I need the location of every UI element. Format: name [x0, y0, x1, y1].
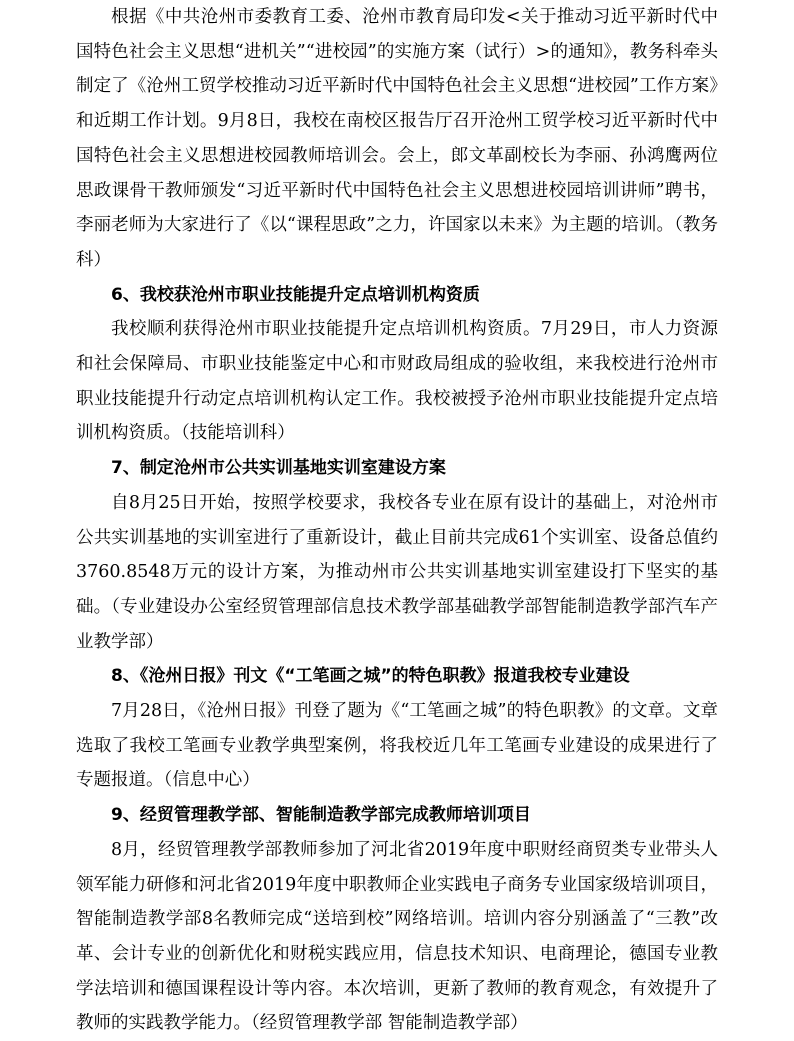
section-paragraph-7: 自8月25日开始，按照学校要求，我校各专业在原有设计的基础上，对沧州市公共实训基地的实训室进行了重新设计，截止目前共完成61个实训室、设备总值约3760.8548万元的设计方案，为推动州市公共实训基地实训室建设打下坚实的基础。（专业建设办公室经贸管理部信息技术教学部基础教学部智能制造教学部汽车产业教学部） [76, 492, 718, 652]
section-paragraph-9: 8月，经贸管理教学部教师参加了河北省2019年度中职财经商贸类专业带头人领军能力研修和河北省2019年度中职教师企业实践电子商务专业国家级培训项目，智能制造教学部8名教师完成“送培到校”网络培训。培训内容分别涵盖了“三教”改革、会计专业的创新优化和财税实践应用，信息技术知识、电商理论，德国专业教学法培训和德国课程设计等内容。本次培训，更新了教师的教育观念，有效提升了教师的实践教学能力。（经贸管理教学部 智能制造教学部） [76, 839, 718, 1034]
section-heading-8: 8、《沧州日报》刊文《“工笔画之城”的特色职教》报道我校专业建设 [111, 666, 630, 687]
intro-paragraph: 根据《中共沧州市委教育工委、沧州市教育局印发<关于推动习近平新时代中国特色社会主义思想“进机关”“进校园”的实施方案（试行）>的通知》，教务科牵头制定了《沧州工贸学校推动习近平新时代中国特色社会主义思想“进校园”工作方案》和近期工作计划。9月8日，我校在南校区报告厅召开沧州工贸学校习近平新时代中国特色社会主义思想进校园教师培训会。会上，郎文革副校长为李丽、孙鸿鹰两位思政课骨干教师颁发“习近平新时代中国特色社会主义思想进校园培训讲师”聘书，李丽老师为大家进行了《以“课程思政”之力，许国家以未来》为主题的培训。（教务科） [76, 7, 718, 270]
section-heading-6: 6、我校获沧州市职业技能提升定点培训机构资质 [111, 284, 480, 305]
section-heading-9: 9、经贸管理教学部、智能制造教学部完成教师培训项目 [111, 805, 531, 826]
section-paragraph-6: 我校顺利获得沧州市职业技能提升定点培训机构资质。7月29日，市人力资源和社会保障局、市职业技能鉴定中心和市财政局组成的验收组，来我校进行沧州市职业技能提升行动定点培训机构认定工作。我校被授予沧州市职业技能提升定点培训机构资质。（技能培训科） [76, 319, 718, 444]
section-paragraph-8: 7月28日，《沧州日报》刊登了题为《“工笔画之城”的特色职教》的文章。文章选取了我校工笔画专业教学典型案例，将我校近几年工笔画专业建设的成果进行了专题报道。（信息中心） [76, 701, 718, 791]
document-page [76, 0, 718, 1041]
section-heading-7: 7、制定沧州市公共实训基地实训室建设方案 [111, 458, 446, 479]
